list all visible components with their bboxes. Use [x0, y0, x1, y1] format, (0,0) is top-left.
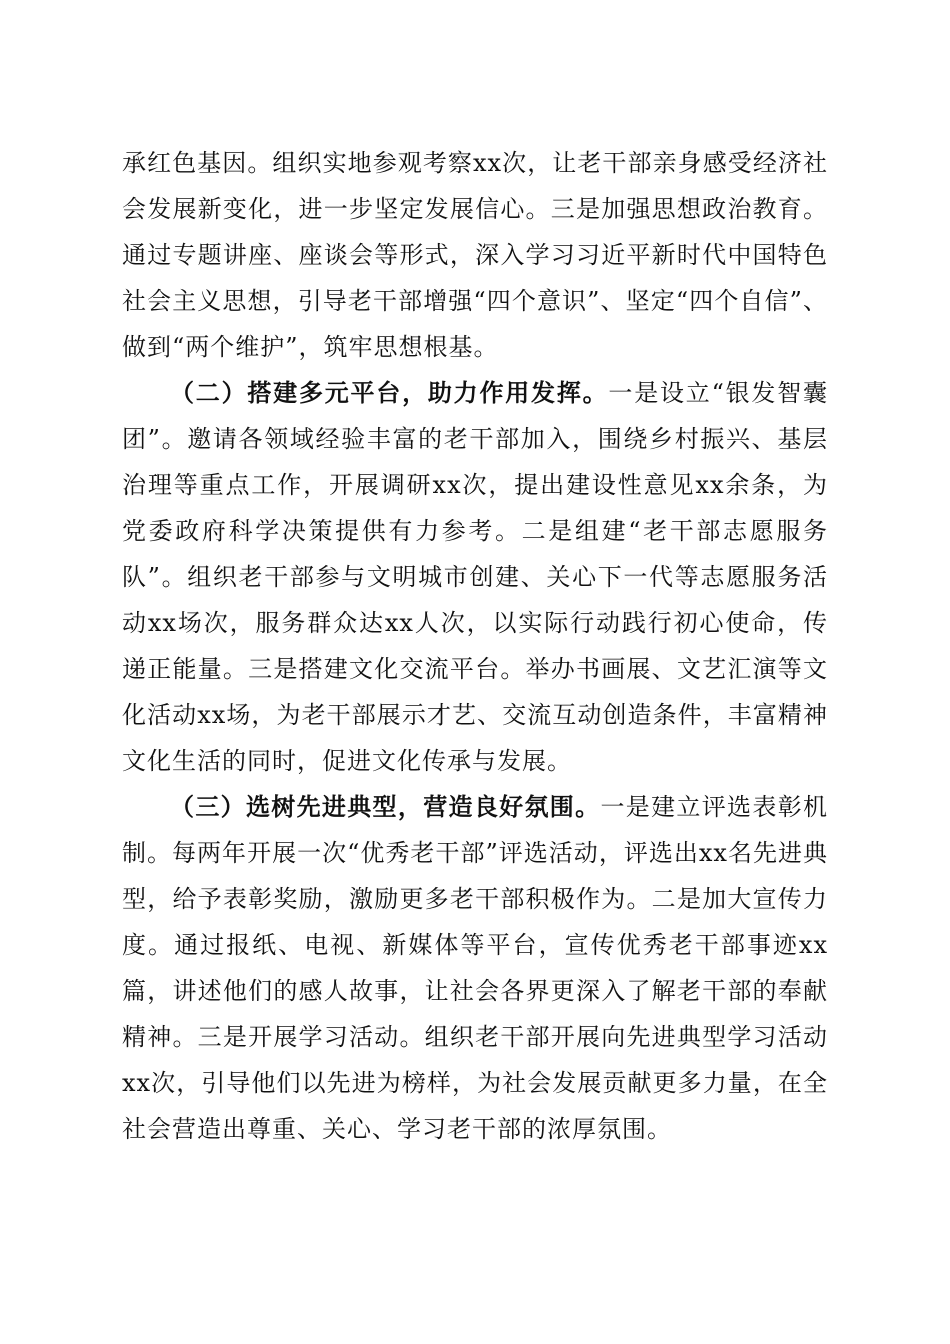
section-heading: （二）搭建多元平台，助力作用发挥。 — [170, 378, 609, 407]
paragraph-section-two — [122, 370, 828, 784]
paragraph-text: 承红色基因。组织实地参观考察xx次，让老干部亲身感受经济社会发展新变化，进一步坚定发展信心。三是加强思想政治教育。通过专题讲座、座谈会等形式，深入学习习近平新时代中国特色社会主义思想，引导老干部增强“四个意识”、坚定“四个自信”、做到“两个维护”，筑牢思想根基。 — [122, 149, 828, 361]
paragraph-text: 一是建立评选表彰机制。每两年开展一次“优秀老干部”评选活动，评选出xx名先进典型，给予表彰奖励，激励更多老干部积极作为。二是加大宣传力度。通过报纸、电视、新媒体等平台，宣传优秀老干部事迹xx篇，讲述他们的感人故事，让社会各界更深入了解老干部的奉献精神。三是开展学习活动。组织老干部开展向先进典型学习活动xx次，引导他们以先进为榜样，为社会发展贡献更多力量，在全社会营造出尊重、关心、学习老干部的浓厚氛围。 — [122, 793, 829, 1143]
paragraph-text: 一是设立“银发智囊团”。邀请各领域经验丰富的老干部加入，围绕乡村振兴、基层治理等重点工作，开展调研xx次，提出建设性意见xx余条，为党委政府科学决策提供有力参考。二是组建“老干部志愿服务队”。组织老干部参与文明城市创建、关心下一代等志愿服务活动xx场次，服务群众达xx人次，以实际行动践行初心使命，传递正能量。三是搭建文化交流平台。举办书画展、文艺汇演等文化活动xx场，为老干部展示才艺、交流互动创造条件，丰富精神文化生活的同时，促进文化传承与发展。 — [122, 379, 829, 775]
section-heading: （三）选树先进典型，营造良好氛围。 — [170, 792, 601, 821]
paragraph-section-three — [122, 784, 828, 1152]
paragraph-continuation — [122, 140, 828, 370]
document-body — [122, 140, 828, 1152]
